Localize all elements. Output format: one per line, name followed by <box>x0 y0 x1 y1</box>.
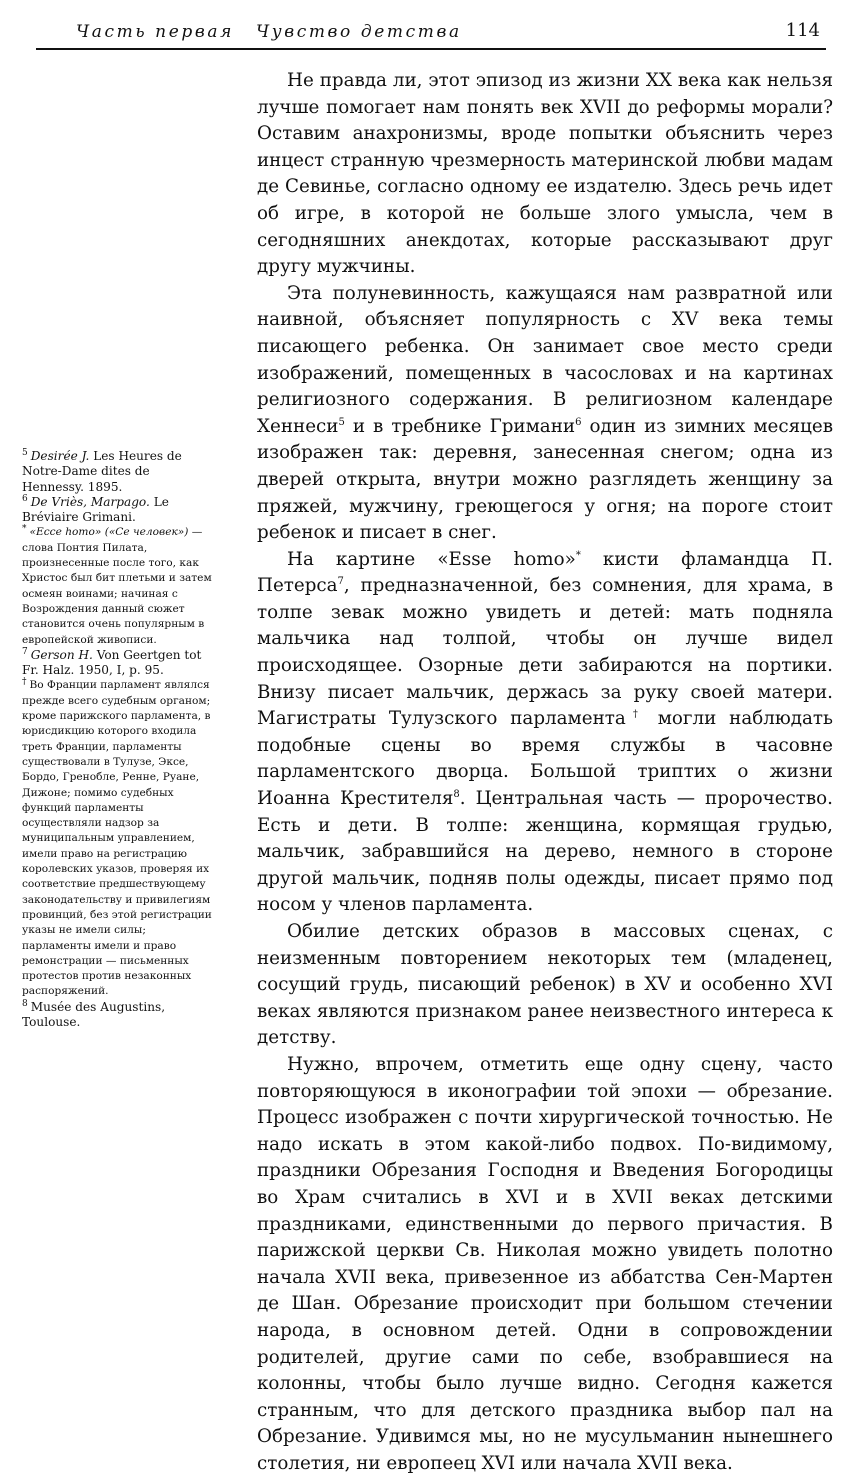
header-part-title: Часть первая <box>76 22 234 42</box>
footnote-8 <box>22 1000 212 1031</box>
footnote-marker: 7 <box>22 646 28 657</box>
footnote-ref: † <box>625 709 645 721</box>
header-chapter-title: Чувство детства <box>256 22 462 42</box>
page-number: 114 <box>785 20 820 41</box>
footnote-text: Во Франции парламент являлся прежде всего судебным органом; кроме парижского парламента, в юрисдикцию которого входила треть Франции, парламенты существовали в Тулузе, Эксе, Бордо, Гренобле, Ренне, Руане, Дижоне; помимо судебных функций парламенты осуществляли надзор за муниципальным управлением, имели право на регистрацию королевских указов, проверяя их соответствие предшествующему законодательству и привилегиям провинций, без этой регистрации указы не имели силы; парламенты имели и право ремонстрации — письменных протестов против незаконных распоряжений. <box>22 679 212 998</box>
footnote-marker: 8 <box>22 998 28 1009</box>
footnote-marker: * <box>22 523 27 534</box>
footnote-ref: 5 <box>338 416 345 428</box>
footnote-marker: 6 <box>22 493 28 504</box>
footnote-author: De Vriès, Marpago. <box>30 494 150 509</box>
text-run: могли наблюдать подобные сцены во время службы в часовне парламентского дворца. Большой триптих о жизни Иоанна Крестителя <box>257 708 833 810</box>
footnote-ref: 6 <box>575 416 582 428</box>
footnote-author: «Ecce homo» («Се человек») <box>29 526 189 539</box>
footnote-7 <box>22 648 212 679</box>
paragraph-4: Обилие детских образов в массовых сценах, с неизменным повторением некоторых тем (младенец, сосущий грудь, писающий ребенок) в XV и особенно XVI веках являются признаком ранее неизвестного интереса к детству. <box>257 921 833 1049</box>
footnotes-column <box>22 449 212 1030</box>
paragraph-2 <box>257 281 833 547</box>
text-run: , предназначенной, без сомнения, для храма, в толпе зевак можно увидеть и детей: мать подняла мальчика над толпой, чтобы он лучше видел происходящее. Озорные дети забираются на портики. Внизу писает мальчик, держась за руку своей матери. Магистраты Тулузского парламента <box>257 575 833 730</box>
footnote-text: Les Heures de Notre-Dame dites de Hennessy. 1895. <box>22 449 182 494</box>
paragraph-1: Не правда ли, этот эпизод из жизни XX века как нельзя лучше помогает нам понять век XVII до реформы морали? Оставим анахронизмы, вроде попытки объяснить через инцест странную чрезмерность материнской любви мадам де Севинье, согласно одному ее издателю. Здесь речь идет об игре, в которой не больше злого умысла, чем в сегодняшних анекдотах, которые рассказывают друг другу мужчины. <box>257 70 833 278</box>
footnote-author: Desirée J. <box>30 449 90 463</box>
footnote-6 <box>22 495 212 526</box>
text-run: Эта полуневинность, кажущаяся нам развратной или наивной, объясняет популярность с XV века темы писающего ребенка. Он занимает свое место среди изображений, помещенных в часословах и на картинах религиозного содержания. В религиозном календаре Хеннеси <box>257 282 833 437</box>
footnote-text: Von Geertgen tot Fr. Halz. 1950, I, p. 95. <box>22 647 202 678</box>
footnote-author: Gerson H. <box>30 647 93 662</box>
footnote-dagger <box>22 678 212 999</box>
footnote-ref: 8 <box>453 788 460 800</box>
footnote-text: Musée des Augustins, Toulouse. <box>22 999 166 1029</box>
footnote-text: — слова Понтия Пилата, произнесенные после того, как Христос был бит плетьми и затем осмеян воинами; начиная с Возрождения данный сюжет становится очень популярным в европейской живописи. <box>22 526 212 646</box>
footnote-ref: * <box>575 549 581 561</box>
header-rule <box>36 48 826 50</box>
footnote-asterisk <box>22 525 212 647</box>
main-text <box>257 68 833 1477</box>
footnote-text: Le Bréviaire Grimani. <box>22 494 169 525</box>
paragraph-5: Нужно, впрочем, отметить еще одну сцену, часто повторяющуюся в иконографии той эпохи — обрезание. Процесс изображен с почти хирургической точностью. Не надо искать в этом какой-либо подвох. По-видимому, праздники Обрезания Господня и Введения Богородицы во Храм считались в XVI и в XVII веках детскими праздниками, единственными до первого причастия. В парижской церкви Св. Николая можно увидеть полотно начала XVII века, привезенное из аббатства Сен-Мартен де Шан. Обрезание происходит при большом стечении народа, в основном детей. Одни в сопровождении родителей, другие сами по себе, взобравшиеся на колонны, чтобы было лучше видно. Сегодня кажется странным, что для детского праздника выбор пал на Обрезание. Удивимся мы, но не мусульманин нынешнего столетия, ни европеец XVI или начала XVII века. <box>257 1053 833 1474</box>
text-run: один из зимних месяцев изображен так: деревня, занесенная снегом; одна из дверей открыта, внутри можно разглядеть женщину за пряжей, мужчину, греющегося у огня; на пороге стоит ребенок и писает в снег. <box>257 415 833 544</box>
footnote-marker: † <box>22 676 27 687</box>
running-header <box>36 18 826 48</box>
text-run: . Центральная часть — пророчество. Есть и дети. В толпе: женщина, кормящая грудью, мальчик, забравшийся на дерево, немного в стороне другой мальчик, подняв полы одежды, писает прямо под носом у членов парламента. <box>257 788 833 916</box>
footnote-marker: 5 <box>22 447 28 458</box>
footnote-ref: 7 <box>337 576 344 588</box>
text-run: и в требнике Гримани <box>344 415 576 437</box>
paragraph-3 <box>257 547 833 919</box>
footnote-5 <box>22 449 212 495</box>
text-run: кисти фламандца П. Петерса <box>257 548 833 597</box>
text-run: На картине «Esse homo» <box>287 548 576 570</box>
